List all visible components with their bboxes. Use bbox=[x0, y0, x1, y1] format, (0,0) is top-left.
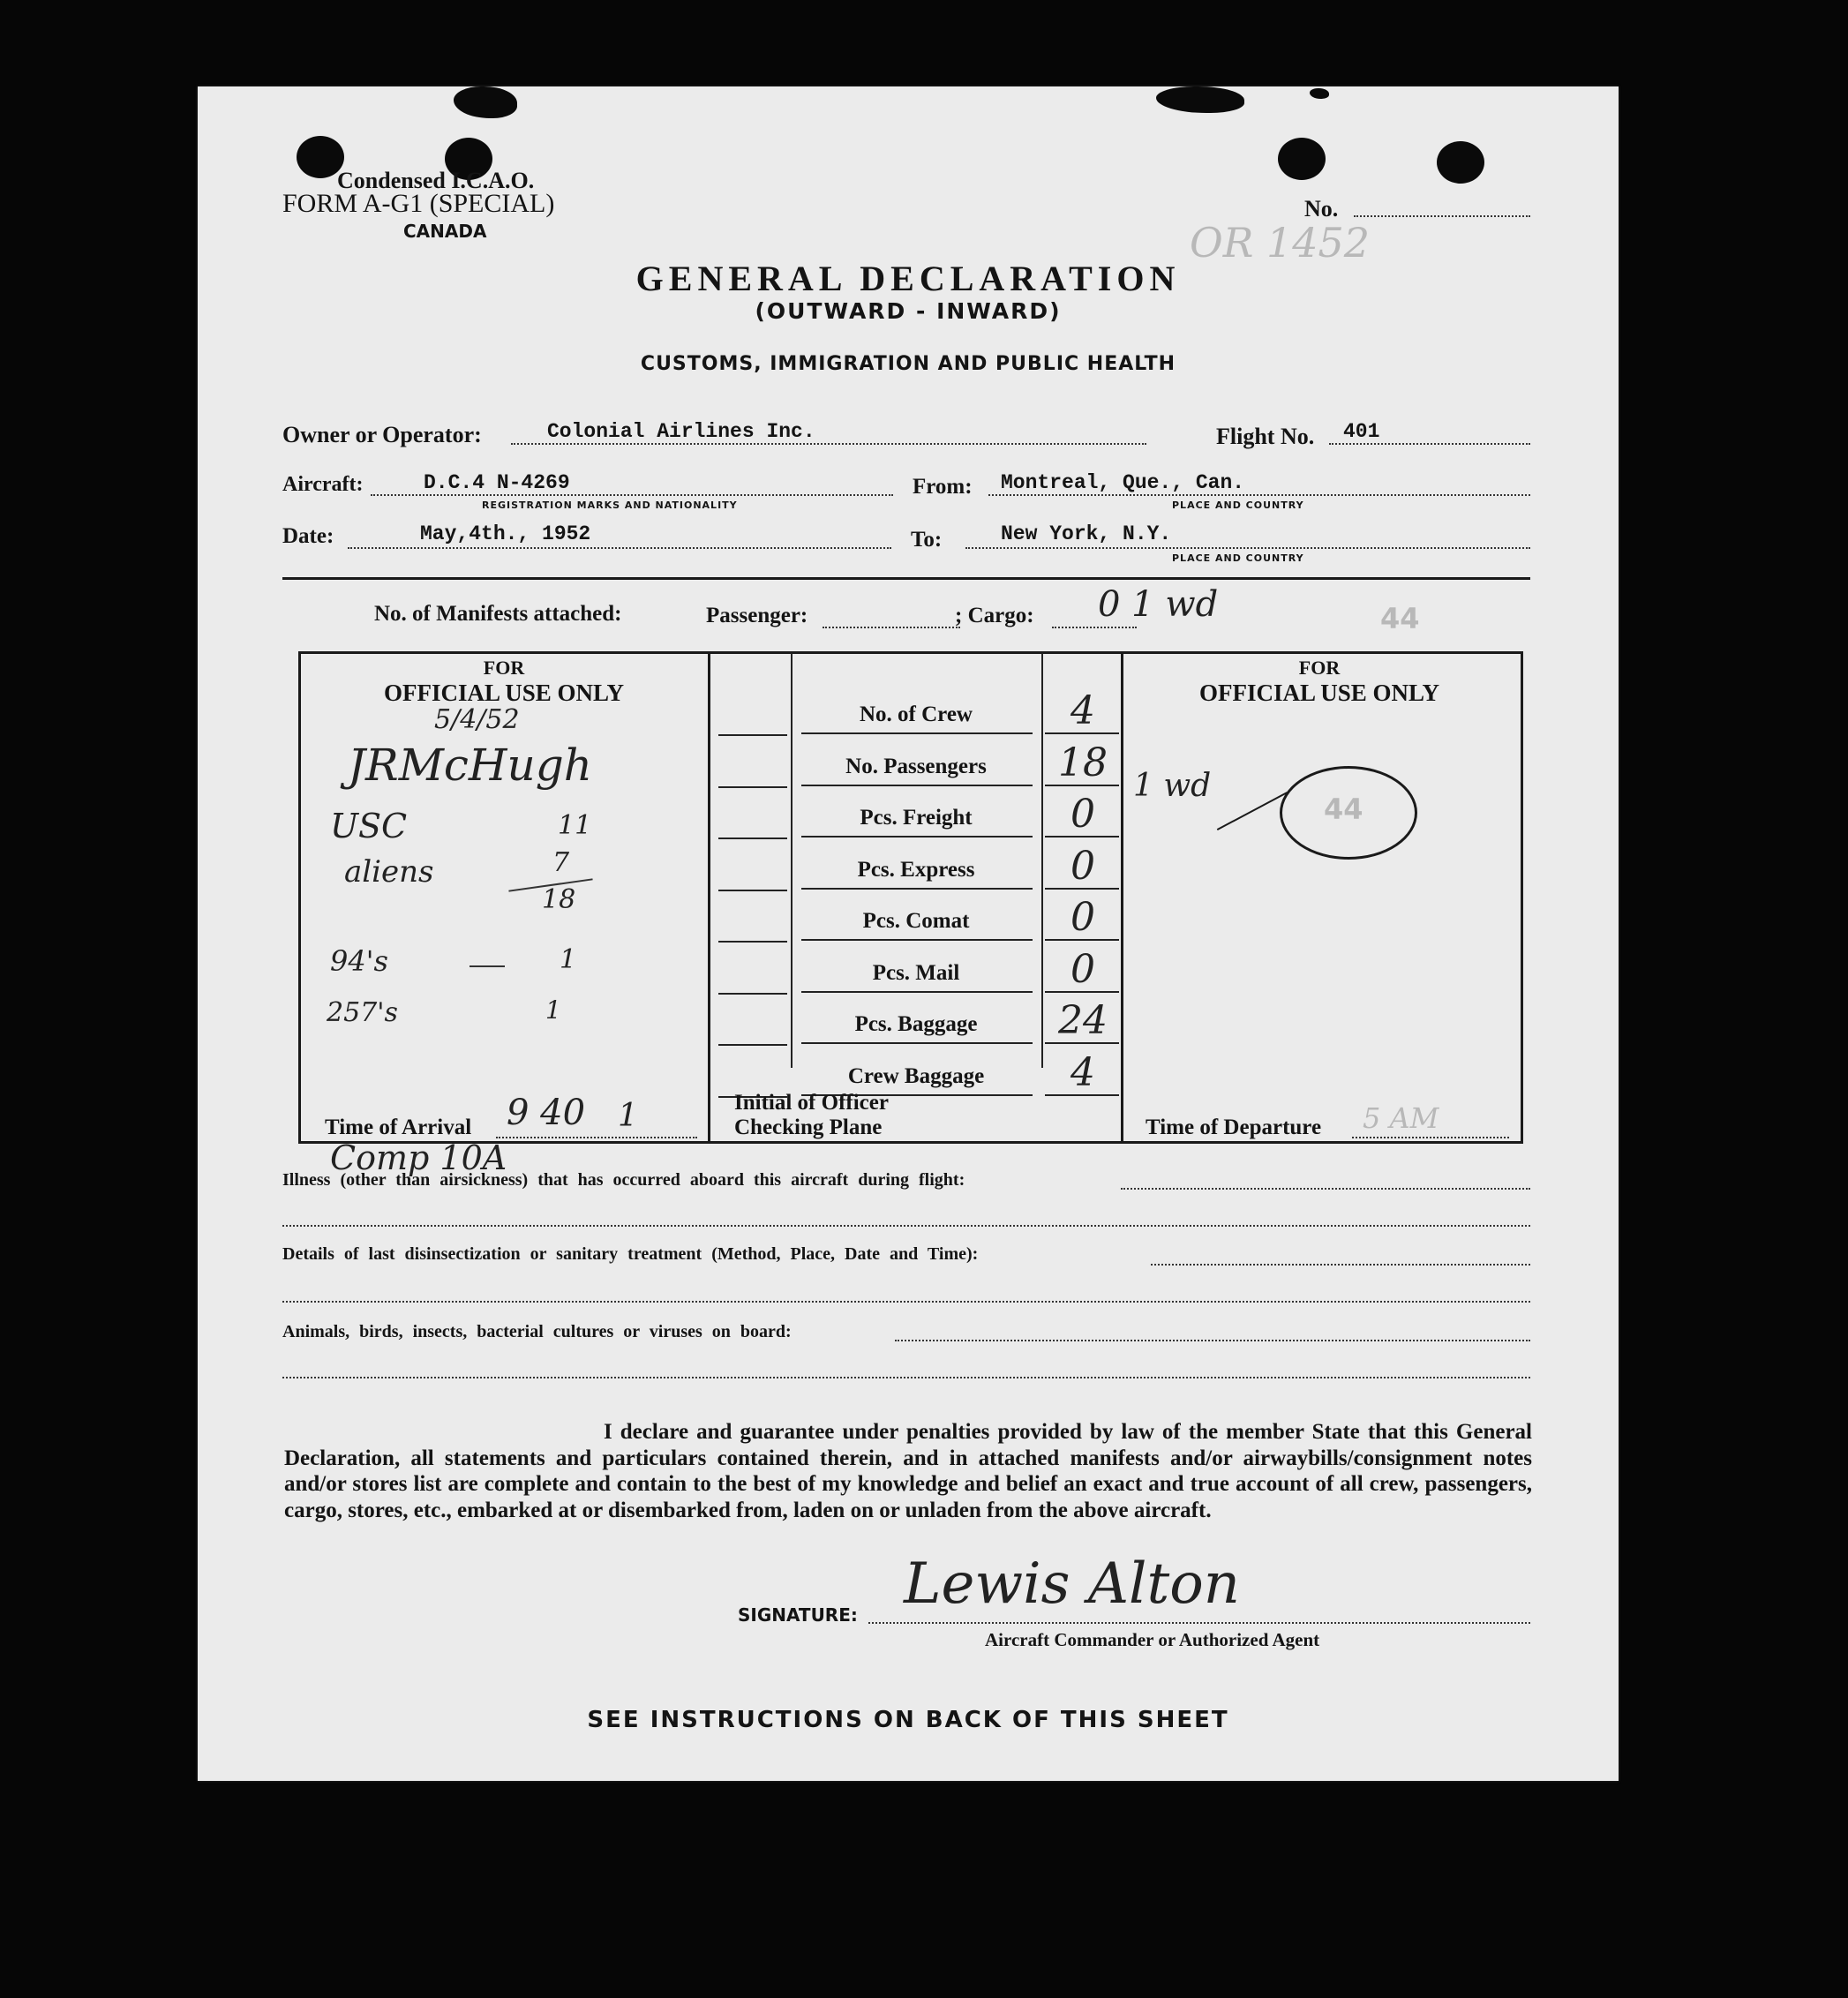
official-check-line bbox=[718, 786, 787, 788]
date-line bbox=[348, 547, 891, 549]
to-value[interactable]: New York, N.Y. bbox=[1001, 522, 1172, 545]
departure-line bbox=[1352, 1137, 1509, 1138]
official-check-line bbox=[718, 993, 787, 995]
signature-caption: Aircraft Commander or Authorized Agent bbox=[985, 1629, 1320, 1650]
item-label-underline bbox=[801, 785, 1033, 786]
official-check-line bbox=[718, 734, 787, 736]
ink-blot bbox=[1156, 86, 1244, 113]
item-label: No. Passengers bbox=[845, 754, 987, 778]
date-value[interactable]: May,4th., 1952 bbox=[420, 522, 591, 545]
arrival-line bbox=[496, 1137, 697, 1138]
table-divider-left bbox=[708, 651, 710, 1142]
to-caption: PLACE AND COUNTRY bbox=[1172, 552, 1304, 564]
form-number-label: No. bbox=[1304, 196, 1339, 222]
manifests-label: No. of Manifests attached: bbox=[374, 602, 622, 626]
item-label-underline bbox=[801, 939, 1033, 941]
item-label-underline bbox=[801, 836, 1033, 838]
item-value-underline bbox=[1045, 836, 1119, 838]
disinsectization-question: Details of last disinsectization or sanitary treatment (Method, Place, Date and Time): bbox=[282, 1244, 979, 1264]
item-label: Pcs. Mail bbox=[872, 960, 960, 985]
illness-line-2 bbox=[282, 1225, 1530, 1227]
declaration-sheet bbox=[198, 86, 1619, 1781]
item-value[interactable]: 0 bbox=[1070, 946, 1095, 992]
cargo-manifest-value[interactable]: 0 1 wd bbox=[1098, 584, 1219, 625]
official-left-hand-usc: USC bbox=[330, 807, 408, 845]
official-left-hand-94s: 94's bbox=[330, 944, 388, 978]
item-value-underline bbox=[1045, 732, 1119, 734]
item-label-underline bbox=[801, 1042, 1033, 1044]
passenger-manifest-label: Passenger: bbox=[706, 604, 808, 627]
form-header-line1: Condensed I.C.A.O. bbox=[337, 168, 535, 193]
item-value[interactable]: 4 bbox=[1070, 1049, 1095, 1095]
official-right-heading: OFFICIAL USE ONLY bbox=[1198, 680, 1440, 706]
item-label-underline bbox=[801, 888, 1033, 890]
official-left-hand-257s: 257's bbox=[327, 997, 398, 1028]
official-right-circle-stamp: 44 bbox=[1324, 792, 1363, 826]
disinsectization-line-2 bbox=[282, 1301, 1530, 1303]
official-left-hand-date: 5/4/52 bbox=[434, 704, 520, 735]
page-subtitle: (OUTWARD - INWARD) bbox=[755, 298, 1062, 324]
signature-label: SIGNATURE: bbox=[738, 1604, 858, 1626]
official-left-hand-aliens-count: 7 bbox=[552, 847, 570, 878]
freight-note: 1 wd bbox=[1133, 768, 1212, 804]
arrival-label: Time of Arrival bbox=[325, 1115, 472, 1139]
departure-label: Time of Departure bbox=[1146, 1115, 1322, 1139]
form-header-line2: FORM A-G1 (SPECIAL) bbox=[282, 189, 555, 218]
item-value[interactable]: 4 bbox=[1070, 688, 1095, 733]
official-right-for: FOR bbox=[1298, 657, 1341, 679]
item-value[interactable]: 0 bbox=[1070, 895, 1095, 940]
from-value[interactable]: Montreal, Que., Can. bbox=[1001, 471, 1245, 494]
illness-line bbox=[1121, 1188, 1530, 1190]
animals-question: Animals, birds, insects, bacterial cultures or viruses on board: bbox=[282, 1322, 792, 1341]
official-left-heading: OFFICIAL USE ONLY bbox=[383, 680, 625, 706]
item-value[interactable]: 24 bbox=[1058, 998, 1108, 1043]
item-label: Pcs. Express bbox=[857, 857, 975, 882]
owner-line bbox=[511, 443, 1146, 445]
item-value-underline bbox=[1045, 1042, 1119, 1044]
disinsectization-line bbox=[1151, 1264, 1530, 1266]
footer-instructions: SEE INSTRUCTIONS ON BACK OF THIS SHEET bbox=[587, 1707, 1229, 1733]
punch-hole-right-1 bbox=[1278, 138, 1326, 180]
item-label-underline bbox=[801, 991, 1033, 993]
item-value-underline bbox=[1045, 785, 1119, 786]
form-header-line3: CANADA bbox=[403, 221, 487, 242]
officer-initial-line1: Initial of Officer bbox=[734, 1091, 889, 1115]
official-left-hand-aliens: aliens bbox=[344, 854, 434, 890]
aircraft-caption: REGISTRATION MARKS AND NATIONALITY bbox=[482, 500, 738, 511]
flight-line bbox=[1329, 443, 1530, 445]
item-value-underline bbox=[1045, 1094, 1119, 1096]
ink-blot bbox=[454, 86, 517, 118]
item-label: Pcs. Comat bbox=[862, 909, 970, 933]
item-label: No. of Crew bbox=[860, 702, 973, 726]
item-label: Crew Baggage bbox=[847, 1063, 985, 1088]
header-divider bbox=[282, 577, 1530, 580]
signature-line bbox=[868, 1622, 1530, 1624]
signature-value[interactable]: Lewis Alton bbox=[904, 1551, 1240, 1617]
item-label: Pcs. Baggage bbox=[854, 1012, 978, 1036]
flight-label: Flight No. bbox=[1216, 424, 1315, 449]
official-check-line bbox=[718, 1044, 787, 1046]
official-left-hand-name: JRMcHugh bbox=[348, 740, 592, 791]
punch-hole-right-2 bbox=[1437, 141, 1484, 184]
official-left-hand-257s-count: 1 bbox=[545, 995, 561, 1025]
cargo-manifest-line bbox=[1052, 627, 1137, 628]
aircraft-label: Aircraft: bbox=[282, 473, 364, 496]
official-left-for: FOR bbox=[483, 657, 525, 679]
departure-value[interactable]: 5 AM bbox=[1363, 1101, 1439, 1135]
item-value[interactable]: 0 bbox=[1070, 792, 1095, 837]
item-value[interactable]: 18 bbox=[1058, 740, 1108, 785]
from-caption: PLACE AND COUNTRY bbox=[1172, 500, 1304, 511]
manifest-stamp: 44 bbox=[1380, 602, 1420, 635]
officer-initial-line2: Checking Plane bbox=[734, 1115, 883, 1139]
item-value-underline bbox=[1045, 991, 1119, 993]
animals-line-2 bbox=[282, 1377, 1530, 1378]
cargo-manifest-label: ; Cargo: bbox=[955, 604, 1034, 627]
aircraft-value[interactable]: D.C.4 N-4269 bbox=[424, 471, 570, 494]
to-label: To: bbox=[911, 528, 943, 552]
item-value[interactable]: 0 bbox=[1070, 843, 1095, 889]
owner-label: Owner or Operator: bbox=[282, 422, 482, 447]
declaration-text: I declare and guarantee under penalties provided by law of the member State that this General Declaration, all statements and particulars contained therein, and in attached manifests and/or airwaybills/consignment notes and/or stores list are complete and contain to the best of my knowledge and belief an exact and true account of all crew, passengers, cargo, stores, etc., embarked at or disembarked from, laden on or unladen from the above aircraft. bbox=[284, 1420, 1532, 1522]
to-line bbox=[965, 547, 1530, 549]
page-title: GENERAL DECLARATION bbox=[635, 259, 1181, 298]
official-left-hand-dash bbox=[470, 965, 505, 967]
page-subject: CUSTOMS, IMMIGRATION AND PUBLIC HEALTH bbox=[640, 353, 1176, 375]
animals-line bbox=[895, 1340, 1530, 1341]
from-line bbox=[988, 494, 1530, 496]
arrival-value[interactable]: 9 40 bbox=[507, 1093, 586, 1133]
ink-blot bbox=[1310, 88, 1329, 99]
aircraft-line bbox=[371, 494, 893, 496]
handwritten-reference: OR 1452 bbox=[1190, 219, 1371, 267]
owner-value[interactable]: Colonial Airlines Inc. bbox=[547, 420, 815, 443]
flight-value[interactable]: 401 bbox=[1343, 420, 1380, 443]
form-number-line bbox=[1354, 215, 1530, 217]
official-left-hand-usc-count: 11 bbox=[558, 810, 592, 841]
hand-comp-note: Comp 10A bbox=[330, 1138, 507, 1177]
official-check-line bbox=[718, 941, 787, 943]
official-left-hand-94s-count: 1 bbox=[560, 944, 577, 975]
official-left-hand-total: 18 bbox=[542, 884, 576, 915]
official-check-line bbox=[718, 890, 787, 891]
arrival-suffix: 1 bbox=[618, 1098, 638, 1134]
illness-question: Illness (other than airsickness) that has occurred aboard this aircraft during flight: bbox=[282, 1170, 965, 1190]
item-label: Pcs. Freight bbox=[860, 806, 973, 830]
official-check-line bbox=[718, 838, 787, 839]
item-label-underline bbox=[801, 732, 1033, 734]
date-label: Date: bbox=[282, 524, 334, 548]
item-value-underline bbox=[1045, 888, 1119, 890]
from-label: From: bbox=[913, 475, 973, 499]
passenger-manifest-line bbox=[823, 627, 960, 628]
item-value-underline bbox=[1045, 939, 1119, 941]
